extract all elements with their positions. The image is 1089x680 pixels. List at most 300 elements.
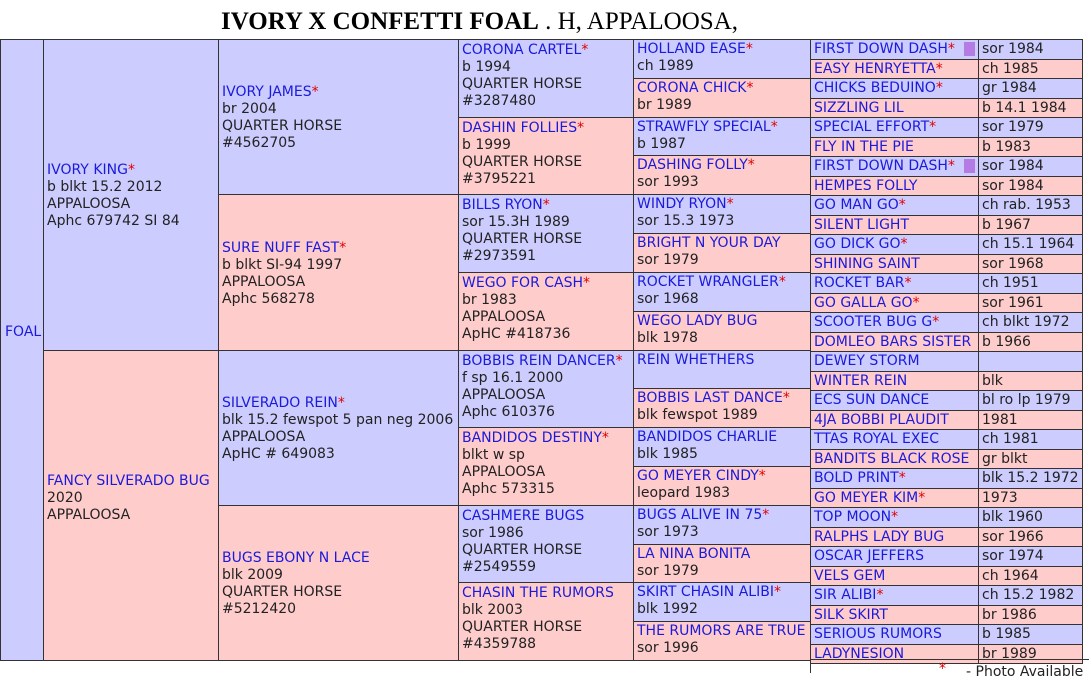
gen5-ancestor-name-line — [637, 41, 807, 58]
horse-registration: Aphc 610376 — [462, 404, 555, 420]
photo-swatch — [964, 42, 975, 56]
gen6-ancestor-info-cell — [978, 585, 1083, 606]
great-grandparent-cell-name-link[interactable]: CASHMERE BUGS — [462, 508, 585, 524]
gen6-ancestor-name-link[interactable]: GO DICK GO — [814, 236, 901, 252]
horse-description: gr 1984 — [982, 80, 1037, 96]
gen6-ancestor-name-link[interactable]: SPECIAL EFFORT — [814, 119, 930, 135]
gen6-ancestor-name-cell — [810, 410, 979, 430]
great-grandparent-cell-content — [462, 353, 630, 421]
photo-available-star: * — [898, 197, 906, 213]
horse-registration: #5212420 — [222, 601, 297, 617]
photo-available-star: * — [337, 395, 345, 411]
gen6-ancestor-info-cell — [978, 59, 1083, 79]
gen5-ancestor-name-link[interactable]: BUGS ALIVE IN 75 — [637, 507, 763, 523]
gen5-ancestor-name-link[interactable]: DASHING FOLLY — [637, 157, 748, 173]
great-grandparent-cell-name-line — [462, 353, 630, 370]
gen5-ancestor-content — [637, 352, 807, 369]
gen5-ancestor-name-link[interactable]: ROCKET WRANGLER — [637, 274, 779, 290]
photo-available-star: * — [583, 275, 591, 291]
photo-available-star: * — [918, 490, 926, 506]
grandparent-cell — [218, 350, 459, 506]
gen5-ancestor-content — [637, 235, 807, 269]
gen5-ancestor-cell — [633, 466, 811, 506]
gen6-ancestor-name-link[interactable]: BANDITS BLACK ROSE — [814, 451, 970, 467]
photo-available-star: * — [311, 84, 319, 100]
horse-description: f sp 16.1 2000 — [462, 370, 564, 386]
horse-description: sor 1979 — [637, 252, 699, 268]
horse-description: leopard 1983 — [637, 485, 731, 501]
photo-available-star: * — [778, 274, 786, 290]
photo-available-star: * — [601, 430, 609, 446]
photo-available-star: * — [904, 275, 912, 291]
great-grandparent-cell-name-link[interactable]: WEGO FOR CASH — [462, 275, 584, 291]
gen6-ancestor-info-cell — [978, 351, 1083, 372]
great-grandparent-cell-name-link[interactable]: BILLS RYON — [462, 197, 543, 213]
gen6-ancestor-name-cell — [810, 98, 979, 118]
horse-description: 1981 — [982, 412, 1018, 428]
gen6-ancestor-name-cell — [810, 624, 979, 645]
horse-breed: APPALOOSA — [47, 196, 131, 212]
horse-breed: QUARTER HORSE — [462, 154, 583, 170]
gen6-ancestor-info-cell — [978, 254, 1083, 274]
gen6-ancestor-info-cell — [978, 429, 1083, 450]
horse-breed: QUARTER HORSE — [462, 76, 583, 92]
great-grandparent-cell-name-line — [462, 42, 630, 59]
gen6-ancestor-name-cell — [810, 137, 979, 157]
horse-description: sor 1979 — [982, 119, 1044, 135]
gen6-ancestor-name-link[interactable]: DEWEY STORM — [814, 353, 920, 369]
horse-breed: QUARTER HORSE — [462, 619, 583, 635]
gen6-ancestor-info-cell — [978, 410, 1083, 430]
gen6-ancestor-name-cell — [810, 215, 979, 235]
photo-available-star: * — [615, 353, 623, 369]
horse-description: blk 2009 — [222, 567, 283, 583]
photo-available-star: * — [127, 162, 135, 178]
gen6-ancestor-info-cell — [978, 488, 1083, 508]
gen5-ancestor-name-line — [637, 313, 807, 330]
gen6-ancestor-name-link[interactable]: WINTER REIN — [814, 373, 908, 389]
gen6-ancestor-info-cell — [978, 234, 1083, 255]
horse-breed: APPALOOSA — [222, 429, 306, 445]
gen6-ancestor-info-cell — [978, 332, 1083, 352]
gen6-ancestor-name-link[interactable]: SERIOUS RUMORS — [814, 626, 942, 642]
gen6-ancestor-name-link[interactable]: LADYNESION — [814, 646, 905, 662]
gen6-ancestor-info-cell — [978, 390, 1083, 411]
pedigree-subtitle: . H, APPALOOSA, — [538, 8, 738, 35]
gen5-ancestor-name-link[interactable]: STRAWFLY SPECIAL — [637, 119, 771, 135]
horse-description: br 2004 — [222, 101, 277, 117]
horse-description: blk 15.2 fewspot 5 pan neg 2006 — [222, 412, 454, 428]
gen6-ancestor-info-cell — [978, 176, 1083, 196]
horse-registration: #2549559 — [462, 559, 537, 575]
horse-description: b 1983 — [982, 139, 1031, 155]
gen6-ancestor-name-cell — [810, 449, 979, 469]
grandparent-cell-name-line — [222, 550, 455, 567]
photo-available-star: * — [876, 587, 884, 603]
gen5-ancestor-cell — [633, 117, 811, 156]
gen6-ancestor-name-link[interactable]: DOMLEO BARS SISTER — [814, 334, 972, 350]
gen5-ancestor-name-link[interactable]: GO MEYER CINDY — [637, 468, 759, 484]
gen6-ancestor-name-link[interactable]: FLY IN THE PIE — [814, 139, 914, 155]
gen6-ancestor-name-cell — [810, 507, 979, 528]
horse-registration: #3795221 — [462, 171, 537, 187]
photo-available-star: * — [726, 196, 734, 212]
great-grandparent-cell-content — [462, 197, 630, 265]
gen5-ancestor-name-link[interactable]: WEGO LADY BUG — [637, 313, 758, 329]
photo-available-star: * — [932, 314, 940, 330]
gen5-ancestor-content — [637, 41, 807, 75]
great-grandparent-cell-name-link[interactable]: CHASIN THE RUMORS — [462, 585, 614, 601]
gen6-ancestor-info-cell — [978, 449, 1083, 469]
grandparent-cell-name-link[interactable]: BUGS EBONY N LACE — [222, 550, 370, 566]
horse-breed: APPALOOSA — [47, 507, 131, 523]
gen6-ancestor-info-cell — [978, 39, 1083, 60]
gen6-ancestor-info-cell — [978, 117, 1083, 138]
gen6-ancestor-name-cell — [810, 254, 979, 274]
great-grandparent-cell-name-line — [462, 585, 630, 602]
photo-available-star: * — [947, 158, 955, 174]
gen5-ancestor-content — [637, 119, 807, 153]
gen6-ancestor-name-link[interactable]: RALPHS LADY BUG — [814, 529, 945, 545]
gen5-ancestor-content — [637, 429, 807, 463]
gen6-ancestor-name-link[interactable]: SCOOTER BUG G — [814, 314, 933, 330]
horse-description: blk 15.2 1972 — [982, 470, 1079, 486]
gen5-ancestor-content — [637, 196, 807, 230]
horse-registration: ApHC # 649083 — [222, 446, 335, 462]
gen6-ancestor-name-cell — [810, 195, 979, 216]
gen5-ancestor-name-line — [637, 507, 807, 524]
gen5-ancestor-cell — [633, 194, 811, 234]
sire-dam-cell-name-link[interactable]: IVORY KING — [47, 162, 128, 178]
gen6-ancestor-info-cell — [978, 546, 1083, 567]
horse-breed: QUARTER HORSE — [462, 542, 583, 558]
gen6-ancestor-name-cell — [810, 234, 979, 255]
horse-registration: #2973591 — [462, 248, 537, 264]
gen5-ancestor-cell — [633, 155, 811, 195]
great-grandparent-cell — [458, 194, 634, 273]
horse-description: sor 15.3 1973 — [637, 213, 735, 229]
horse-description: ch 1964 — [982, 568, 1039, 584]
horse-description: blk — [982, 373, 1003, 389]
gen6-ancestor-name-cell — [810, 605, 979, 625]
gen6-ancestor-info-cell — [978, 468, 1083, 489]
gen5-ancestor-cell — [633, 78, 811, 118]
photo-available-star: * — [935, 61, 943, 77]
horse-description: blk 2003 — [462, 602, 523, 618]
gen6-ancestor-name-cell — [810, 293, 979, 313]
horse-description: bl ro lp 1979 — [982, 392, 1071, 408]
gen5-ancestor-name-line — [637, 119, 807, 136]
gen6-ancestor-name-cell — [810, 585, 979, 606]
horse-description: b 1967 — [982, 217, 1031, 233]
great-grandparent-cell — [458, 582, 634, 661]
horse-description: sor 1966 — [982, 529, 1044, 545]
gen5-ancestor-content — [637, 507, 807, 541]
great-grandparent-cell-name-line — [462, 430, 630, 447]
horse-description: sor 1984 — [982, 178, 1044, 194]
horse-description: blk 1978 — [637, 330, 698, 346]
horse-registration: Aphc 568278 — [222, 291, 315, 307]
horse-description: blkt w sp — [462, 447, 525, 463]
gen6-ancestor-name-cell — [810, 390, 979, 411]
gen6-ancestor-name-link[interactable]: TOP MOON — [814, 509, 892, 525]
gen6-ancestor-info-cell — [978, 566, 1083, 586]
horse-registration: Aphc 679742 SI 84 — [47, 213, 180, 229]
gen5-ancestor-name-link[interactable]: BOBBIS LAST DANCE — [637, 390, 783, 406]
horse-description: ch 1985 — [982, 61, 1039, 77]
great-grandparent-cell-content — [462, 585, 630, 653]
gen6-ancestor-name-link[interactable]: CHICKS BEDUINO — [814, 80, 936, 96]
horse-breed: APPALOOSA — [462, 464, 546, 480]
great-grandparent-cell-content — [462, 275, 630, 343]
grandparent-cell — [218, 505, 459, 661]
photo-available-star: * — [773, 584, 781, 600]
gen5-ancestor-cell — [633, 311, 811, 351]
photo-available-star: * — [891, 509, 899, 525]
gen6-ancestor-info-cell — [978, 137, 1083, 157]
gen5-ancestor-cell — [633, 505, 811, 545]
gen5-ancestor-name-line — [637, 235, 807, 252]
gen5-ancestor-cell — [633, 582, 811, 622]
grandparent-cell-name-link[interactable]: SILVERADO REIN — [222, 395, 338, 411]
gen5-ancestor-content — [637, 390, 807, 424]
gen5-ancestor-content — [637, 623, 807, 657]
gen6-ancestor-info-cell — [978, 293, 1083, 313]
photo-available-star: * — [947, 41, 955, 57]
great-grandparent-cell — [458, 350, 634, 428]
great-grandparent-cell-content — [462, 508, 630, 576]
gen6-ancestor-name-cell — [810, 78, 979, 99]
gen6-ancestor-info-cell — [978, 605, 1083, 625]
gen6-ancestor-name-link[interactable]: EASY HENRYETTA — [814, 61, 936, 77]
horse-description: 2020 — [47, 490, 83, 506]
gen6-ancestor-name-cell — [810, 312, 979, 333]
gen6-ancestor-name-cell — [810, 176, 979, 196]
gen5-ancestor-name-link[interactable]: CORONA CHICK — [637, 80, 747, 96]
horse-breed: QUARTER HORSE — [222, 584, 343, 600]
gen5-ancestor-cell — [633, 39, 811, 79]
gen6-ancestor-name-link[interactable]: GO GALLA GO — [814, 295, 913, 311]
horse-description: b 14.1 1984 — [982, 100, 1067, 116]
gen6-ancestor-info-cell — [978, 312, 1083, 333]
gen5-ancestor-content — [637, 80, 807, 114]
gen6-ancestor-name-link[interactable]: TTAS ROYAL EXEC — [814, 431, 940, 447]
gen5-ancestor-name-link[interactable]: THE RUMORS ARE TRUE — [637, 623, 806, 639]
horse-registration: ApHC #418736 — [462, 326, 571, 342]
photo-available-star: * — [912, 295, 920, 311]
gen5-ancestor-name-line — [637, 390, 807, 407]
gen5-ancestor-name-link[interactable]: WINDY RYON — [637, 196, 727, 212]
horse-description: sor 1979 — [637, 563, 699, 579]
photo-available-star: * — [745, 41, 753, 57]
photo-available-star: * — [762, 507, 770, 523]
photo-available-star: * — [581, 42, 589, 58]
gen5-ancestor-content — [637, 157, 807, 191]
sire-dam-cell — [43, 350, 219, 661]
photo-available-star: * — [747, 157, 755, 173]
great-grandparent-cell — [458, 505, 634, 583]
gen5-ancestor-cell — [633, 427, 811, 467]
great-grandparent-cell-name-link[interactable]: BANDIDOS DESTINY — [462, 430, 602, 446]
gen6-ancestor-name-cell — [810, 156, 979, 177]
gen5-ancestor-content — [637, 274, 807, 308]
gen5-ancestor-content — [637, 546, 807, 580]
gen6-ancestor-name-cell — [810, 39, 979, 60]
horse-registration: Aphc 573315 — [462, 481, 555, 497]
gen5-ancestor-name-line — [637, 196, 807, 213]
gen6-ancestor-name-link[interactable]: VELS GEM — [814, 568, 886, 584]
horse-breed: APPALOOSA — [222, 274, 306, 290]
great-grandparent-cell — [458, 427, 634, 506]
gen5-ancestor-name-line — [637, 584, 807, 601]
grandparent-cell — [218, 194, 459, 351]
horse-description: b 1999 — [462, 137, 511, 153]
gen6-ancestor-info-cell — [978, 527, 1083, 547]
gen5-ancestor-cell — [633, 272, 811, 312]
photo-legend — [810, 659, 1089, 680]
grandparent-cell-name-line — [222, 395, 455, 412]
photo-available-star: * — [782, 390, 790, 406]
great-grandparent-cell-name-line — [462, 197, 630, 214]
gen6-ancestor-name-link[interactable]: ECS SUN DANCE — [814, 392, 930, 408]
gen6-ancestor-name-link[interactable]: SIZZLING LIL — [814, 100, 904, 116]
horse-description: br 1989 — [637, 97, 692, 113]
photo-available-star: * — [339, 240, 347, 256]
horse-description: sor 1974 — [982, 548, 1044, 564]
horse-registration: #4562705 — [222, 135, 297, 151]
gen6-ancestor-name-link[interactable]: 4JA BOBBI PLAUDIT — [814, 412, 949, 428]
horse-description: ch 1981 — [982, 431, 1039, 447]
grandparent-cell — [218, 39, 459, 195]
grandparent-cell-content — [222, 395, 455, 463]
gen6-ancestor-name-link[interactable]: OSCAR JEFFERS — [814, 548, 924, 564]
page-title — [221, 8, 738, 36]
gen6-ancestor-info-cell — [978, 273, 1083, 294]
photo-available-star: * — [746, 80, 754, 96]
photo-available-star: * — [898, 470, 906, 486]
great-grandparent-cell-name-link[interactable]: DASHIN FOLLIES — [462, 120, 578, 136]
gen6-ancestor-name-link[interactable]: SHINING SAINT — [814, 256, 920, 272]
horse-description: blk fewspot 1989 — [637, 407, 758, 423]
gen5-ancestor-name-link[interactable]: REIN WHETHERS — [637, 352, 755, 368]
gen5-ancestor-name-line — [637, 352, 807, 369]
gen5-ancestor-name-link[interactable]: BRIGHT N YOUR DAY — [637, 235, 781, 251]
gen6-ancestor-info-cell — [978, 98, 1083, 118]
gen6-ancestor-name-cell — [810, 546, 979, 567]
gen6-ancestor-name-cell — [810, 527, 979, 547]
horse-description: sor 1961 — [982, 295, 1044, 311]
horse-description: gr blkt — [982, 451, 1028, 467]
gen5-ancestor-cell — [633, 544, 811, 583]
grandparent-cell-content — [222, 240, 455, 308]
gen6-ancestor-name-link[interactable]: GO MAN GO — [814, 197, 899, 213]
horse-breed: QUARTER HORSE — [222, 118, 343, 134]
gen6-ancestor-info-cell — [978, 195, 1083, 216]
gen5-ancestor-cell — [633, 388, 811, 428]
grandparent-cell-name-line — [222, 240, 455, 257]
gen6-ancestor-name-link[interactable]: FIRST DOWN DASH — [814, 41, 948, 57]
photo-available-star: * — [577, 120, 585, 136]
horse-description: b 1966 — [982, 334, 1031, 350]
horse-breed: APPALOOSA — [462, 309, 546, 325]
photo-legend-text: - Photo Available — [966, 664, 1084, 680]
gen6-ancestor-name-link[interactable]: BOLD PRINT — [814, 470, 899, 486]
gen6-ancestor-name-cell — [810, 59, 979, 79]
foal-name-link[interactable]: FOAL — [5, 324, 42, 340]
gen6-ancestor-name-link[interactable]: SIR ALIBI — [814, 587, 877, 603]
gen5-ancestor-name-link[interactable]: LA NINA BONITA — [637, 546, 751, 562]
grandparent-cell-content — [222, 550, 455, 618]
gen6-ancestor-info-cell — [978, 215, 1083, 235]
horse-description: blk 1992 — [637, 601, 698, 617]
gen5-ancestor-name-link[interactable]: HOLLAND EASE — [637, 41, 746, 57]
horse-breed: QUARTER HORSE — [462, 231, 583, 247]
horse-description: sor 1968 — [982, 256, 1044, 272]
gen5-ancestor-name-line — [637, 429, 807, 446]
gen6-ancestor-info-cell — [978, 507, 1083, 528]
gen6-ancestor-name-cell — [810, 488, 979, 508]
gen6-ancestor-name-link[interactable]: HEMPES FOLLY — [814, 178, 918, 194]
gen5-ancestor-name-line — [637, 157, 807, 174]
gen5-ancestor-name-line — [637, 546, 807, 563]
horse-description: ch 15.2 1982 — [982, 587, 1075, 603]
gen6-ancestor-name-cell — [810, 273, 979, 294]
gen6-ancestor-name-link[interactable]: GO MEYER KIM — [814, 490, 919, 506]
gen6-ancestor-name-link[interactable]: ROCKET BAR — [814, 275, 905, 291]
gen5-ancestor-name-line — [637, 623, 807, 640]
photo-available-star: * — [935, 80, 943, 96]
gen6-ancestor-name-link[interactable]: FIRST DOWN DASH — [814, 158, 948, 174]
sire-dam-cell-name-link[interactable]: FANCY SILVERADO BUG — [47, 473, 210, 489]
gen6-ancestor-name-link[interactable]: SILK SKIRT — [814, 607, 888, 623]
grandparent-cell-name-link[interactable]: IVORY JAMES — [222, 84, 312, 100]
gen6-ancestor-name-cell — [810, 429, 979, 450]
great-grandparent-cell-content — [462, 430, 630, 498]
horse-description: sor 1973 — [637, 524, 699, 540]
gen6-ancestor-name-cell — [810, 351, 979, 372]
gen5-ancestor-cell — [633, 233, 811, 273]
horse-breed: APPALOOSA — [462, 387, 546, 403]
great-grandparent-cell-name-link[interactable]: CORONA CARTEL — [462, 42, 582, 58]
photo-available-star: * — [542, 197, 550, 213]
gen6-ancestor-info-cell — [978, 156, 1083, 177]
gen6-ancestor-name-link[interactable]: SILENT LIGHT — [814, 217, 909, 233]
horse-registration: #3287480 — [462, 93, 537, 109]
horse-description: ch blkt 1972 — [982, 314, 1070, 330]
horse-description: sor 15.3H 1989 — [462, 214, 570, 230]
sire-dam-cell-name-line — [47, 473, 215, 490]
great-grandparent-cell-name-line — [462, 120, 630, 137]
gen5-ancestor-name-link[interactable]: BANDIDOS CHARLIE — [637, 429, 778, 445]
photo-available-star: * — [929, 119, 937, 135]
sire-dam-cell-content — [47, 473, 215, 524]
great-grandparent-cell-name-link[interactable]: BOBBIS REIN DANCER — [462, 353, 616, 369]
grandparent-cell-name-link[interactable]: SURE NUFF FAST — [222, 240, 340, 256]
gen6-ancestor-info-cell — [978, 624, 1083, 645]
gen5-ancestor-name-link[interactable]: SKIRT CHASIN ALIBI — [637, 584, 774, 600]
horse-registration: #4359788 — [462, 636, 537, 652]
photo-available-star: * — [900, 236, 908, 252]
gen5-ancestor-name-line — [637, 468, 807, 485]
gen5-ancestor-cell — [633, 350, 811, 389]
sire-dam-cell-content — [47, 162, 215, 230]
great-grandparent-cell — [458, 272, 634, 351]
gen5-ancestor-name-line — [637, 80, 807, 97]
gen5-ancestor-cell — [633, 621, 811, 661]
horse-description: sor 1996 — [637, 640, 699, 656]
gen5-ancestor-name-line — [637, 274, 807, 291]
gen6-ancestor-info-cell — [978, 371, 1083, 391]
